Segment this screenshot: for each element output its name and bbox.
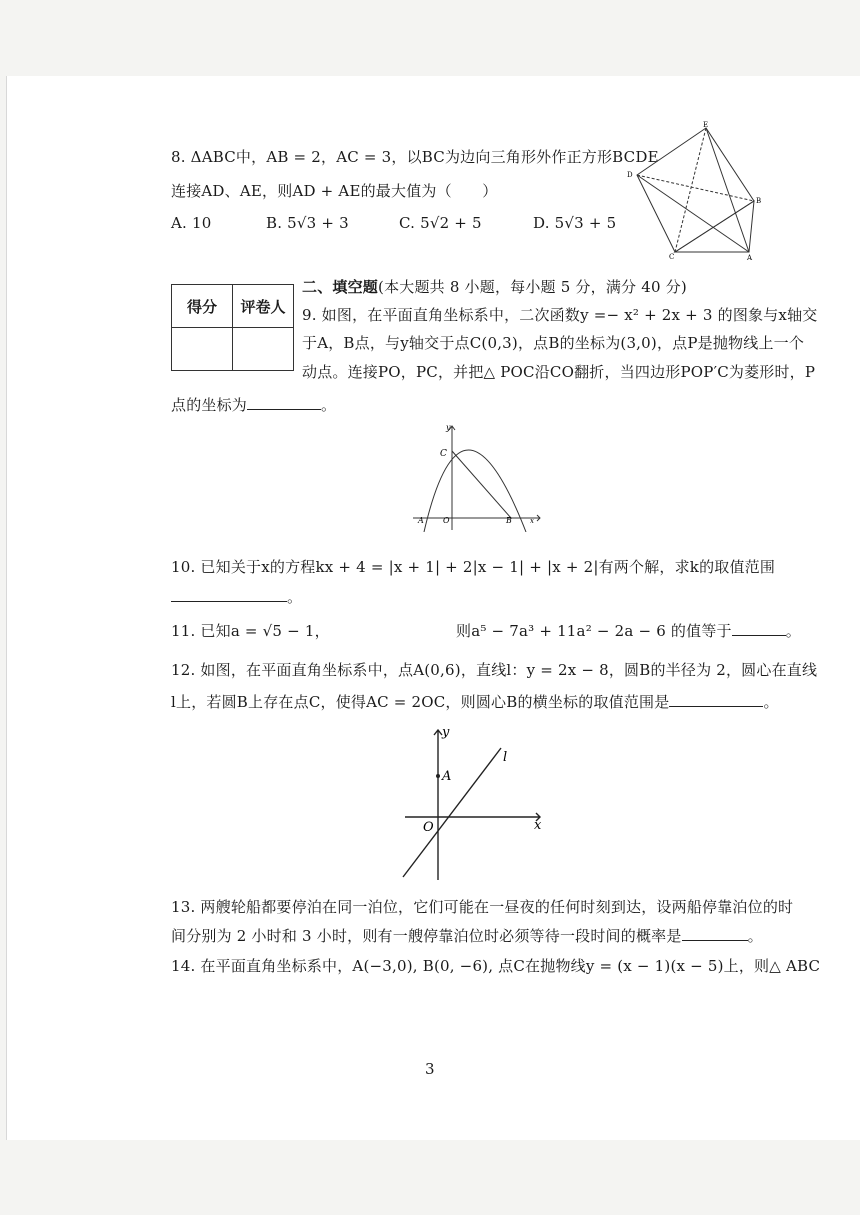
q10-line1: 10. 已知关于x的方程kx + 4 = |x + 1| + 2|x − 1| + |x + 2|有两个解，求k的取值范围: [171, 558, 776, 576]
q13-line1: 13. 两艘轮船都要停泊在同一泊位，它们可能在一昼夜的任何时刻到达，设两船停靠泊位的时: [171, 898, 794, 916]
triangle-abc: [675, 201, 754, 252]
label-c: C: [440, 449, 447, 459]
page-number: 3: [425, 1060, 435, 1078]
q14-line1: 14. 在平面直角坐标系中，A(−3,0), B(0, −6), 点C在抛物线y = (x − 1)(x − 5)上，则△ ABC: [171, 957, 821, 975]
q12-line1: 12. 如图，在平面直角坐标系中，点A(0,6)，直线l：y = 2x − 8，圆B的半径为 2，圆心在直线: [171, 661, 818, 679]
q12-line2-suffix: 。: [763, 693, 779, 711]
label-a: A: [747, 254, 753, 262]
section-2-heading: [302, 276, 687, 297]
q12-line2: [171, 691, 779, 712]
q12-answer-blank: [669, 706, 763, 707]
q8-option-d: D. 5√3 + 5: [533, 214, 617, 232]
label-y: y: [446, 423, 451, 432]
q13-line2-prefix: 间分别为 2 小时和 3 小时，则有一艘停靠泊位时必须等待一段时间的概率是: [171, 927, 682, 945]
dashed-ec: [675, 128, 706, 252]
score-header: 得分: [172, 285, 233, 328]
grader-header: 评卷人: [233, 285, 294, 328]
section-2-note: (本大题共 8 小题，每小题 5 分，满分 40 分): [378, 278, 687, 296]
q8-line2: 连接AD、AE，则AD + AE的最大值为（ ）: [171, 182, 498, 200]
segment-ae: [706, 128, 749, 252]
label-o: O: [423, 820, 434, 835]
q9-line4-prefix: 点的坐标为: [171, 396, 248, 414]
q10-line2: [171, 586, 302, 607]
line-l: [403, 748, 501, 877]
label-c: C: [669, 253, 675, 261]
q13-answer-blank: [682, 940, 748, 941]
square-bcde: [637, 128, 754, 252]
q8-option-c: C. 5√2 + 5: [399, 214, 482, 232]
label-a: A: [418, 516, 424, 525]
q9-answer-blank: [247, 409, 321, 410]
q11-right: [456, 620, 801, 641]
q9-parabola-figure: [410, 420, 545, 532]
dashed-db: [637, 175, 754, 201]
q11-left: 11. 已知a = √5 − 1，: [171, 622, 330, 640]
point-a: [436, 774, 440, 778]
score-table: [171, 284, 294, 371]
q8-option-a: A. 10: [171, 214, 212, 232]
q11-right-prefix: 则a⁵ − 7a³ + 11a² − 2a − 6 的值等于: [456, 622, 732, 640]
label-a: A: [442, 769, 452, 784]
q13-line2-suffix: 。: [747, 927, 763, 945]
label-l: l: [503, 750, 508, 765]
q9-line3: 动点。连接PO，PC，并把△ POC沿CO翻折，当四边形POP′C为菱形时，P: [302, 363, 816, 381]
label-x: x: [530, 517, 534, 525]
q8-option-b: B. 5√3 + 3: [266, 214, 349, 232]
label-y: y: [442, 725, 450, 740]
q10-line2-suffix: 。: [287, 588, 303, 606]
q8-line1: 8. ΔABC中，AB = 2，AC = 3，以BC为边向三角形外作正方形BCDE: [171, 148, 659, 166]
q12-line2-prefix: l上，若圆B上存在点C，使得AC = 2OC，则圆心B的横坐标的取值范围是: [171, 693, 670, 711]
label-x: x: [534, 818, 542, 833]
q10-answer-blank: [171, 601, 287, 602]
label-b: B: [506, 516, 512, 525]
q8-square-figure: [615, 118, 775, 263]
q11-answer-blank: [732, 635, 786, 636]
label-o: O: [443, 516, 450, 525]
label-e: E: [703, 121, 709, 129]
label-b: B: [756, 197, 762, 205]
section-2-title: 二、填空题: [302, 278, 379, 296]
score-cell: [172, 328, 233, 371]
q9-line4-suffix: 。: [321, 396, 337, 414]
q9-line1: 9. 如图，在平面直角坐标系中，二次函数y =− x² + 2x + 3 的图象与x轴交: [302, 306, 818, 324]
q9-line4: [171, 394, 336, 415]
label-d: D: [627, 171, 633, 179]
segment-cb: [452, 451, 511, 518]
q13-line2: [171, 925, 763, 946]
q11-right-suffix: 。: [785, 622, 801, 640]
q9-line2: 于A，B点，与y轴交于点C(0,3)，点B的坐标为(3,0)，点P是抛物线上一个: [302, 334, 805, 352]
q12-line-figure: [400, 722, 550, 884]
grader-cell: [233, 328, 294, 371]
